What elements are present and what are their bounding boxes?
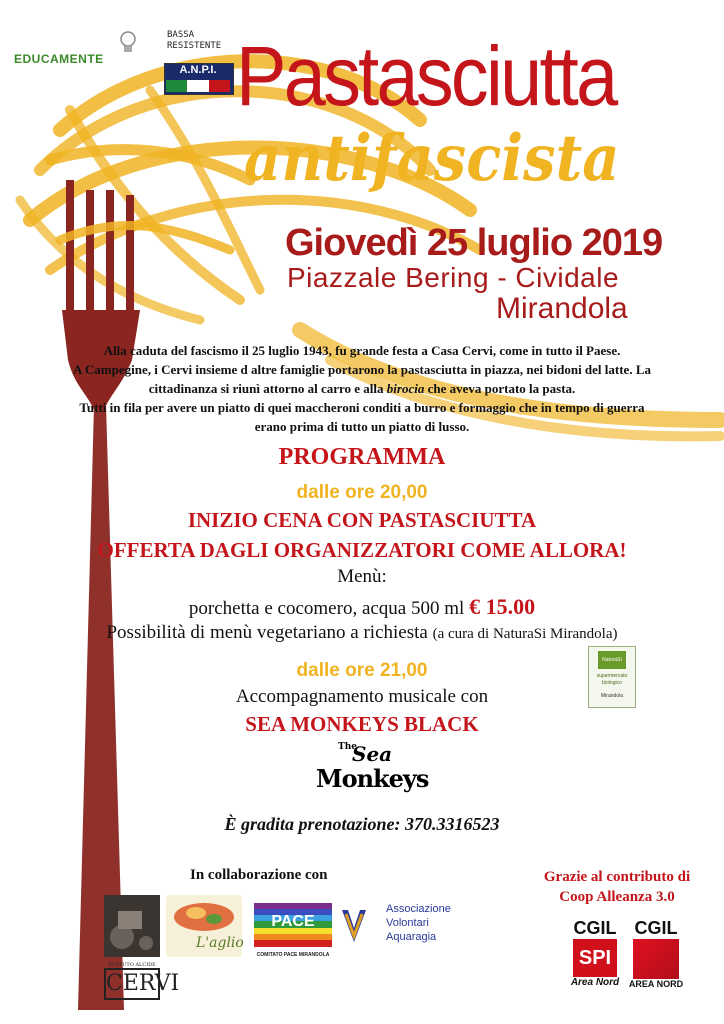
cgil-area-nord-logo: CGIL AREA NORD — [628, 918, 684, 989]
collaboration-label: In collaborazione con — [190, 867, 328, 883]
intro-line: A Campegine, i Cervi insieme d altre famiglie portarono la pastasciutta in piazza, nei bidoni del latte. La — [73, 362, 651, 377]
educamente-logo: EDUCAMENTE — [14, 52, 104, 66]
band-name: SEA MONKEYS BLACK — [245, 712, 479, 736]
intro-line: erano prima di tutto un piatto di lusso. — [254, 419, 470, 434]
intro-line: Tutti in fila per avere un piatto di quei maccheroni conditi a burro e formaggio che in tempo di guerra — [79, 400, 645, 415]
dinner-line-2: OFFERTA DAGLI ORGANIZZATORI COME ALLORA! — [97, 538, 627, 562]
program-heading: PROGRAMMA — [278, 444, 446, 470]
food-plate-icon — [166, 895, 242, 935]
anpi-label: A.N.P.I. — [179, 64, 217, 76]
event-place: Piazzale Bering - Cividale — [287, 262, 620, 293]
tractor-icon — [104, 895, 160, 957]
dinner-line-1: INIZIO CENA CON PASTASCIUTTA — [187, 508, 537, 532]
music-line: Accompagnamento musicale con — [235, 686, 489, 707]
time-first: dalle ore 20,00 — [296, 482, 428, 503]
event-city: Mirandola — [496, 292, 628, 325]
vegetarian-option: Possibilità di menù vegetariano a richiesta (a cura di NaturaSi Mirandola) — [106, 622, 618, 643]
sea-monkeys-logo: The Sea Monkeys — [316, 742, 429, 793]
menu-items: porchetta e cocomero, acqua 500 ml € 15.00 — [188, 594, 536, 619]
laglio-logo: L'aglio — [166, 895, 242, 957]
time-second: dalle ore 21,00 — [296, 660, 428, 681]
naturasi-logo: NaturaSì supermercato biologico Mirandola — [588, 646, 636, 708]
intro-line: Alla caduta del fascismo il 25 luglio 1943, fu grande festa a Casa Cervi, come in tutto il Paese. — [103, 343, 621, 358]
page-subtitle: antifascista — [244, 121, 620, 196]
lightbulb-icon — [118, 30, 138, 56]
booking-phone: È gradita prenotazione: 370.3316523 — [224, 814, 500, 834]
menu-price: € 15.00 — [469, 594, 536, 619]
menu-label: Menù: — [337, 566, 387, 587]
bassa-resistente-logo: BASSA RESISTENTE — [167, 30, 222, 51]
intro-line: cittadinanza si riunì attorno al carro e alla birocia che aveva portato la pasta. — [148, 381, 576, 396]
pace-logo: PACE COMITATO PACE MIRANDOLA — [254, 903, 332, 955]
istituto-cervi-logo: ISTITUTO ALCIDE CERVI — [104, 895, 160, 1003]
va-emblem-icon — [340, 906, 368, 946]
event-date: Giovedì 25 luglio 2019 — [285, 222, 663, 264]
page-title: Pastasciutta — [236, 29, 616, 123]
cgil-spi-logo: CGIL SPI Area Nord — [570, 918, 620, 988]
italian-flag-icon — [166, 80, 230, 92]
intro-text — [10, 341, 714, 436]
thanks-label: Grazie al contributo di Coop Alleanza 3.0 — [543, 869, 691, 905]
associazione-volontari-logo: Associazione Volontari Aquaragia — [340, 902, 464, 954]
